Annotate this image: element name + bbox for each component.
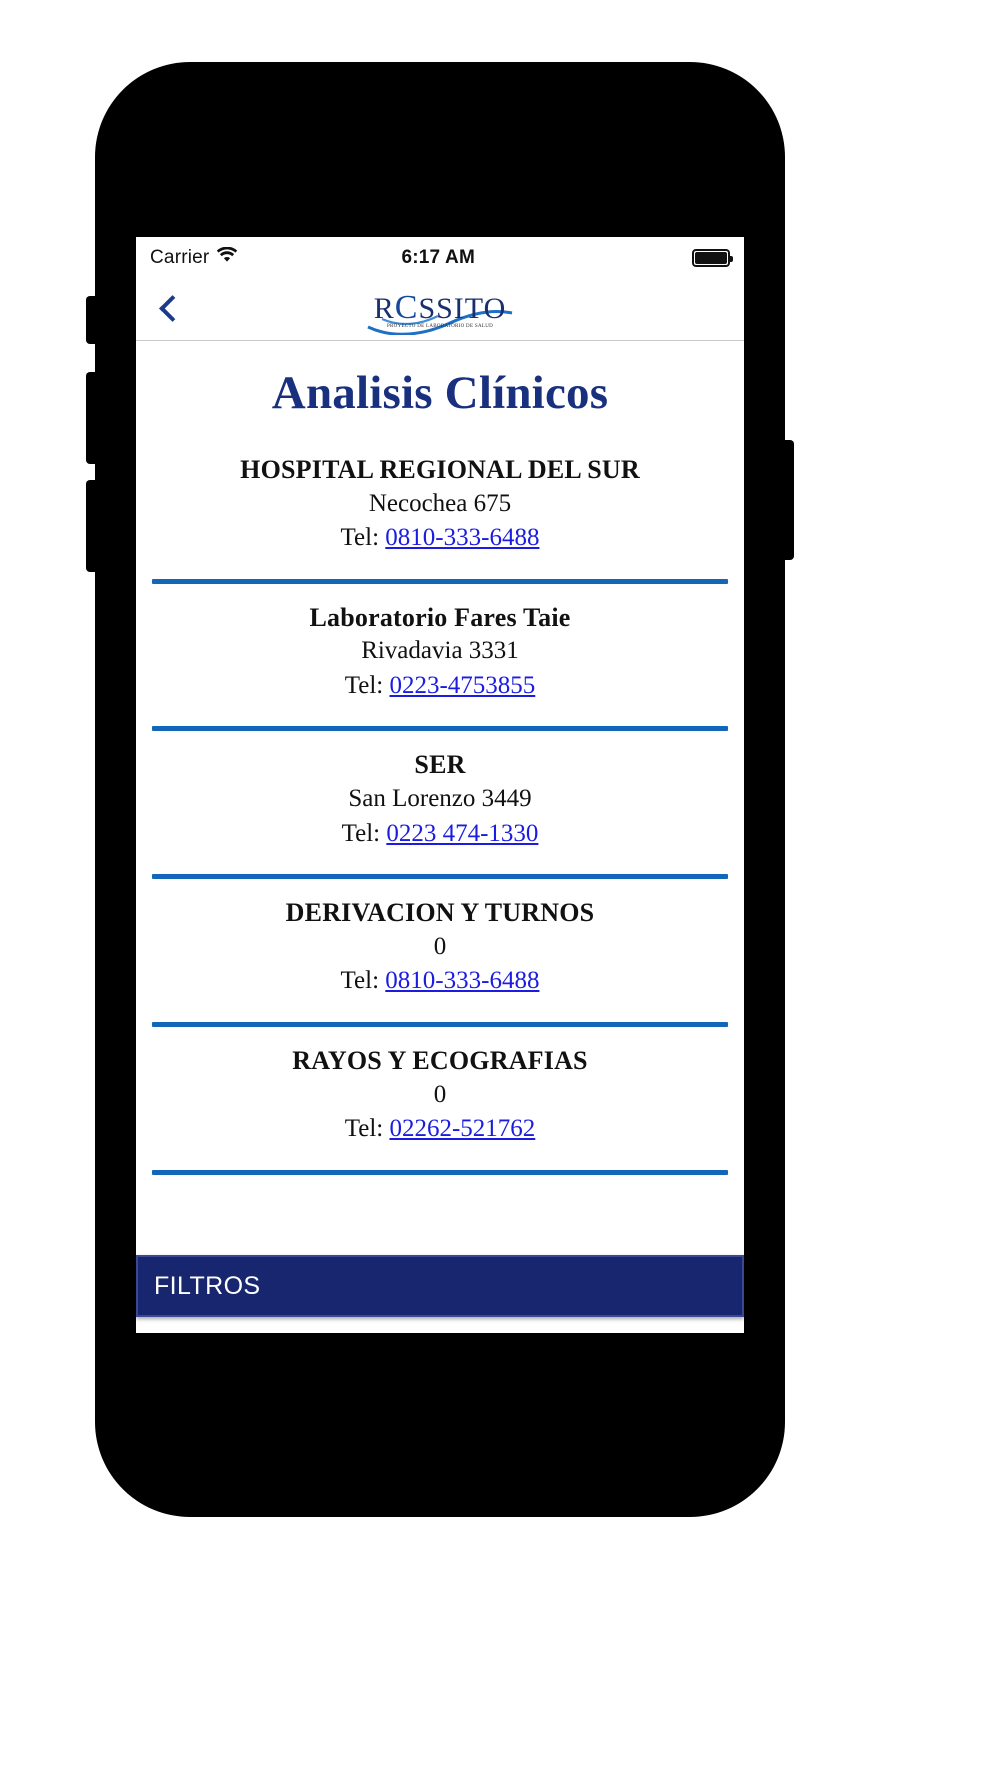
list-item[interactable] — [146, 1045, 734, 1158]
status-bar-right — [638, 249, 730, 267]
entry-name: SER — [414, 750, 466, 780]
entry-name: RAYOS Y ECOGRAFIAS — [292, 1045, 588, 1075]
tel-label: Tel: — [340, 524, 380, 552]
volume-down-button[interactable] — [86, 480, 96, 572]
divider — [152, 1022, 728, 1027]
logo-swoosh-icon — [364, 301, 516, 335]
carrier-label: Carrier — [150, 247, 210, 268]
entry-address: 0 — [433, 932, 447, 960]
tel-label: Tel: — [344, 1115, 384, 1143]
tel-label: Tel: — [344, 671, 384, 699]
entry-phone-row — [146, 522, 734, 555]
status-bar — [136, 237, 744, 279]
logo-tagline: PROYECTO DE LABORATORIO DE SALUD — [386, 323, 494, 329]
navigation-bar — [136, 279, 744, 341]
status-bar-left — [150, 247, 238, 270]
entry-phone-row — [146, 670, 734, 703]
list-item[interactable] — [146, 602, 734, 715]
list-item[interactable] — [146, 454, 734, 567]
entry-name: Laboratorio Fares Taie — [309, 602, 571, 632]
entry-phone-row — [146, 965, 734, 998]
list-item[interactable] — [146, 897, 734, 1010]
entry-address: Necochea 675 — [368, 489, 512, 517]
filters-button[interactable] — [136, 1255, 744, 1317]
list-item[interactable] — [146, 749, 734, 862]
tel-label: Tel: — [341, 819, 381, 847]
divider — [152, 1170, 728, 1175]
logo-text-post: SSITO — [418, 291, 507, 325]
filters-label: FILTROS — [154, 1271, 261, 1300]
content-scroll-area[interactable] — [136, 341, 744, 1333]
phone-link[interactable]: 0223-4753855 — [389, 671, 536, 699]
logo-text-pre: R — [373, 291, 395, 325]
logo-text-c: C — [394, 288, 419, 326]
volume-up-button[interactable] — [86, 372, 96, 464]
entry-phone-row — [146, 1113, 734, 1146]
power-button[interactable] — [784, 440, 794, 560]
phone-link[interactable]: 0810-333-6488 — [385, 524, 540, 552]
page-title: Analisis Clínicos — [271, 367, 609, 419]
phone-link[interactable]: 0223 474-1330 — [386, 819, 539, 847]
phone-screen — [136, 237, 744, 1333]
app-logo — [136, 279, 744, 340]
entry-name: HOSPITAL REGIONAL DEL SUR — [240, 455, 640, 484]
entry-phone-row — [146, 818, 734, 851]
wifi-icon — [216, 247, 238, 270]
tel-label: Tel: — [340, 967, 380, 995]
divider — [152, 726, 728, 731]
clock-label: 6:17 AM — [401, 247, 476, 268]
entry-address: 0 — [433, 1080, 447, 1108]
entry-address: San Lorenzo 3449 — [348, 785, 532, 813]
silent-switch[interactable] — [86, 296, 96, 344]
phone-link[interactable]: 02262-521762 — [389, 1115, 536, 1143]
chevron-left-icon — [160, 295, 176, 325]
back-button[interactable] — [136, 279, 200, 341]
battery-full-icon — [692, 249, 730, 267]
entry-address: Rivadavia 3331 — [361, 637, 519, 665]
entry-name: DERIVACION Y TURNOS — [285, 898, 595, 928]
phone-link[interactable]: 0810-333-6488 — [385, 967, 540, 995]
divider — [152, 874, 728, 879]
divider — [152, 579, 728, 584]
